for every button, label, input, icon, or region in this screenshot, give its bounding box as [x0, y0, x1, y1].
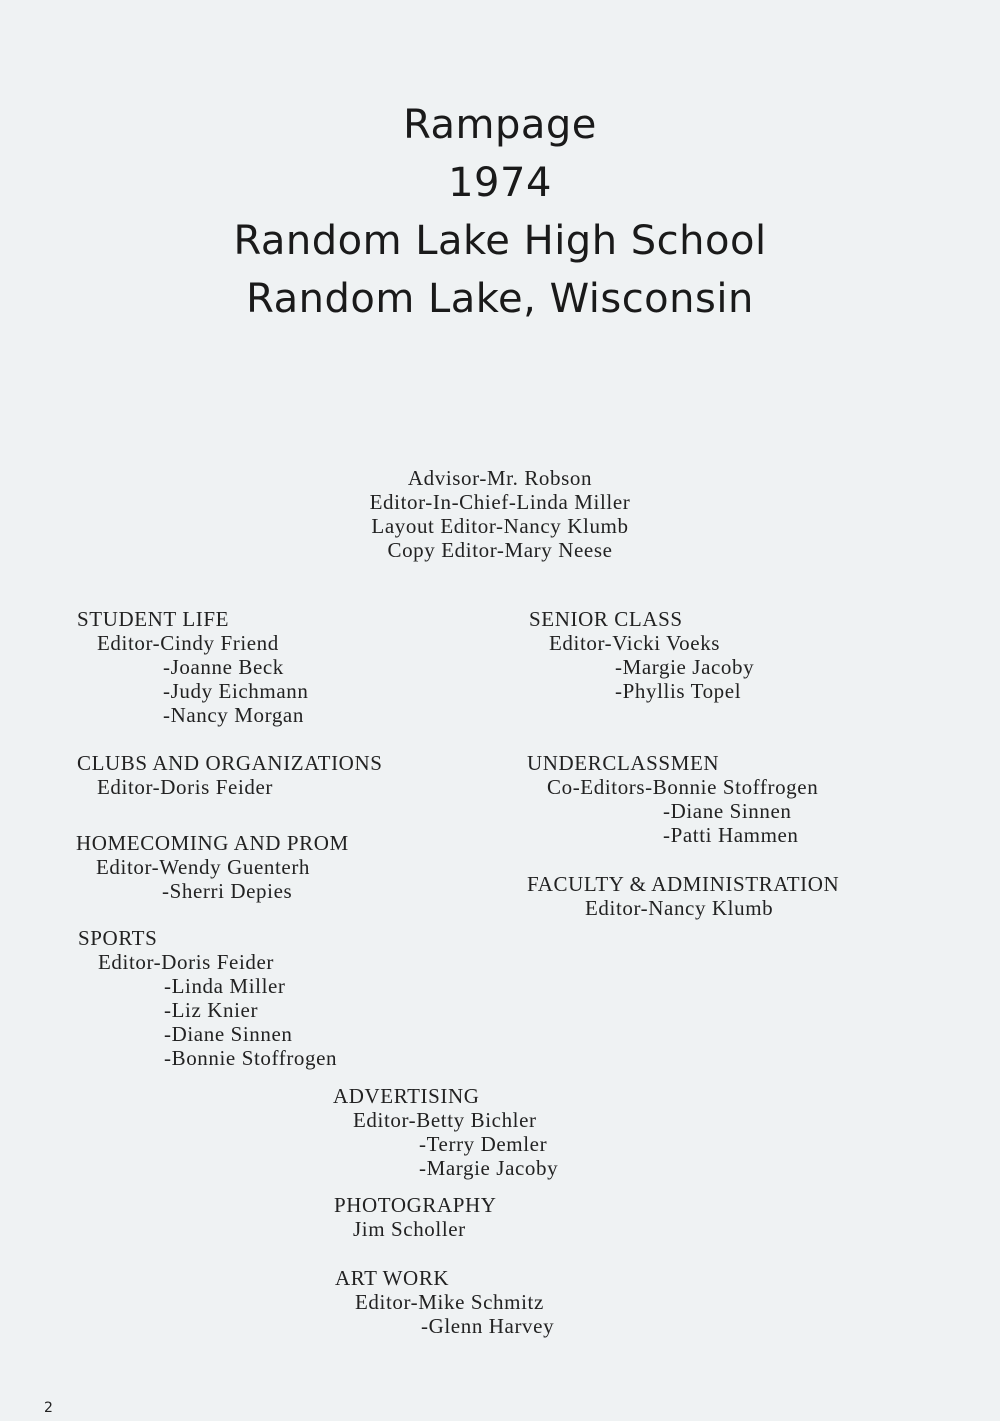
- section-member: -Sherri Depies: [162, 879, 293, 903]
- section-heading: UNDERCLASSMEN: [527, 751, 720, 775]
- section-member: -Judy Eichmann: [163, 679, 309, 703]
- section-editor: Editor-Vicki Voeks: [549, 631, 721, 655]
- section-member: -Patti Hammen: [663, 823, 799, 847]
- section-heading: STUDENT LIFE: [77, 607, 230, 631]
- section-faculty: [527, 872, 839, 920]
- section-editor: Co-Editors-Bonnie Stoffrogen: [547, 775, 819, 799]
- yearbook-year: 1974: [448, 160, 552, 206]
- section-heading: CLUBS AND ORGANIZATIONS: [77, 751, 383, 775]
- section-member: -Liz Knier: [164, 998, 259, 1022]
- section-art-work: [335, 1266, 554, 1338]
- section-editor: Editor-Mike Schmitz: [355, 1290, 544, 1314]
- page-number: 2: [44, 1400, 53, 1416]
- section-senior-class: [529, 607, 754, 703]
- section-photography: [334, 1193, 497, 1241]
- school-name: Random Lake High School: [233, 218, 767, 264]
- yearbook-title: Rampage: [403, 102, 597, 148]
- section-heading: FACULTY & ADMINISTRATION: [527, 872, 840, 896]
- section-editor: Editor-Cindy Friend: [97, 631, 279, 655]
- section-editor: Editor-Doris Feider: [97, 775, 274, 799]
- section-sports: [78, 926, 337, 1070]
- section-member: -Linda Miller: [164, 974, 286, 998]
- section-editor: Jim Scholler: [353, 1217, 466, 1241]
- section-homecoming: [76, 831, 349, 903]
- section-student-life: [77, 607, 308, 727]
- section-member: -Diane Sinnen: [164, 1022, 293, 1046]
- staff-editor-in-chief: Editor-In-Chief-Linda Miller: [369, 490, 631, 514]
- section-heading: SPORTS: [78, 926, 158, 950]
- section-member: -Terry Demler: [419, 1132, 548, 1156]
- section-member: -Phyllis Topel: [615, 679, 742, 703]
- section-heading: HOMECOMING AND PROM: [76, 831, 349, 855]
- section-editor: Editor-Wendy Guenterh: [96, 855, 311, 879]
- section-member: -Joanne Beck: [163, 655, 284, 679]
- section-member: -Margie Jacoby: [419, 1156, 559, 1180]
- section-heading: SENIOR CLASS: [529, 607, 683, 631]
- staff-layout-editor: Layout Editor-Nancy Klumb: [371, 514, 629, 538]
- staff-list: [0, 466, 1000, 562]
- section-editor: Editor-Doris Feider: [98, 950, 275, 974]
- section-member: -Margie Jacoby: [615, 655, 755, 679]
- section-member: -Glenn Harvey: [421, 1314, 555, 1338]
- staff-advisor: Advisor-Mr. Robson: [407, 466, 593, 490]
- section-editor: Editor-Betty Bichler: [353, 1108, 537, 1132]
- staff-copy-editor: Copy Editor-Mary Neese: [387, 538, 613, 562]
- section-heading: ADVERTISING: [333, 1084, 480, 1108]
- section-clubs: [77, 751, 382, 799]
- section-heading: ART WORK: [335, 1266, 450, 1290]
- school-location: Random Lake, Wisconsin: [246, 276, 754, 322]
- section-editor: Editor-Nancy Klumb: [585, 896, 774, 920]
- section-member: -Nancy Morgan: [163, 703, 304, 727]
- section-member: -Bonnie Stoffrogen: [164, 1046, 338, 1070]
- title-block: [0, 96, 1000, 328]
- section-advertising: [333, 1084, 558, 1180]
- section-underclassmen: [527, 751, 818, 847]
- section-heading: PHOTOGRAPHY: [334, 1193, 497, 1217]
- section-member: -Diane Sinnen: [663, 799, 792, 823]
